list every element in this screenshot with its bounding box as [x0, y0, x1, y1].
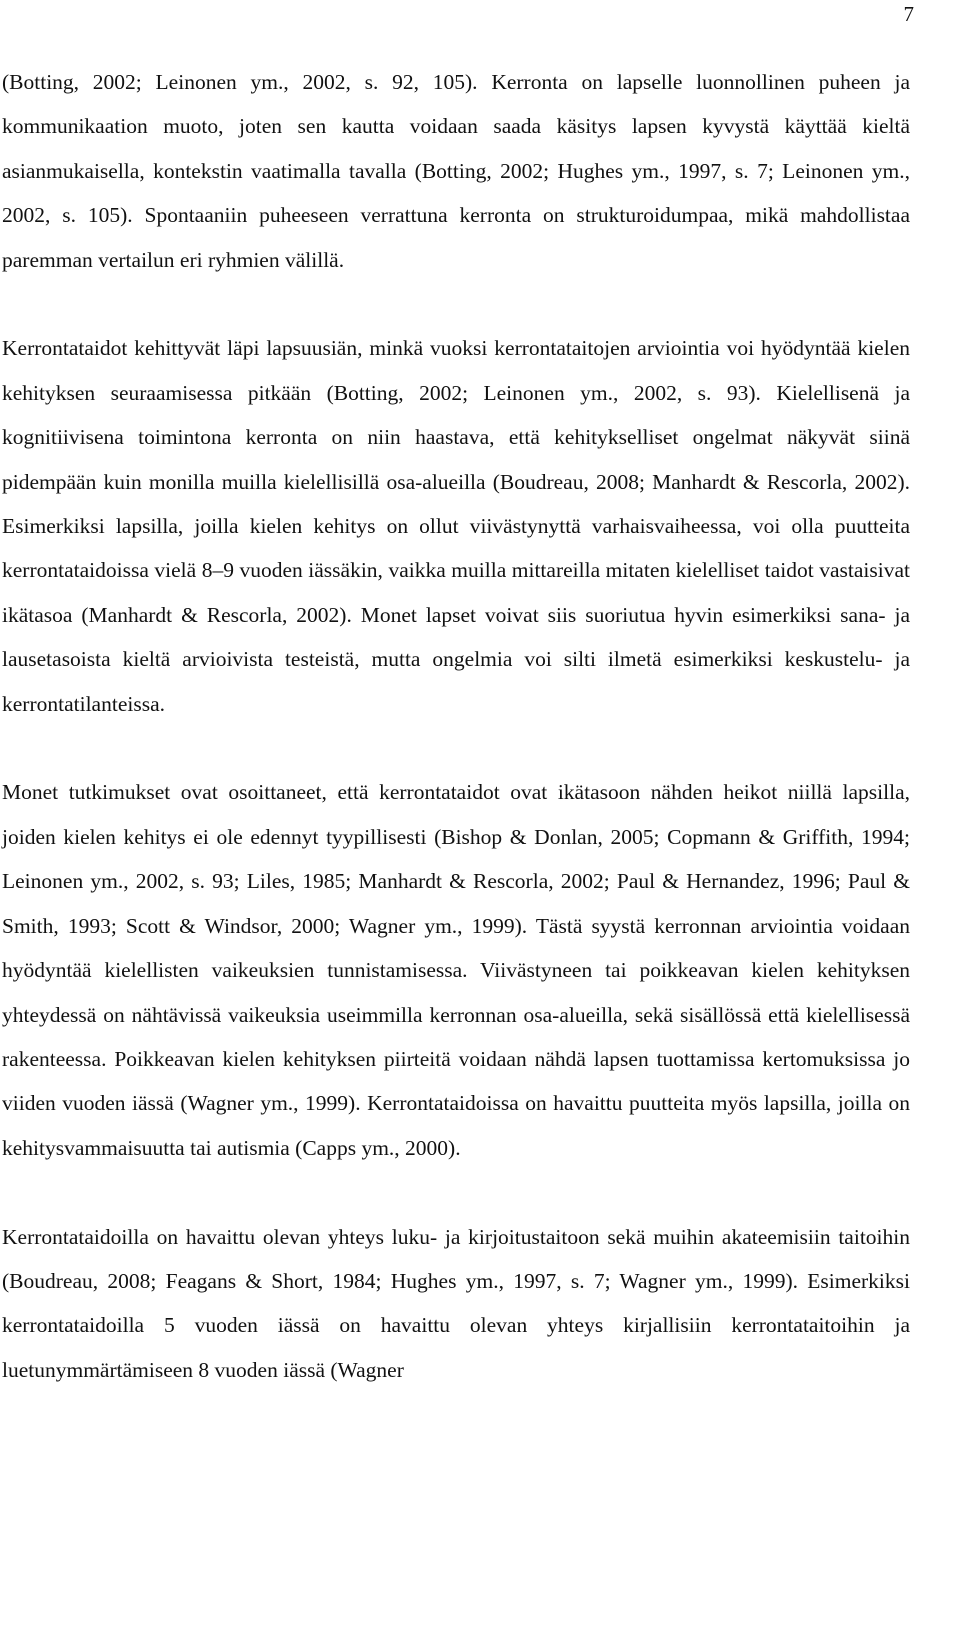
- paragraph-1: (Botting, 2002; Leinonen ym., 2002, s. 92, 105). Kerronta on lapselle luonnollinen puheen ja kommunikaation muoto, joten sen kautta voidaan saada käsitys lapsen kyvystä käyttää kieltä asianmukaisella, kontekstin vaatimalla tavalla (Botting, 2002; Hughes ym., 1997, s. 7; Leinonen ym., 2002, s. 105). Spontaaniin puheeseen verrattuna kerronta on strukturoidumpaa, mikä mahdollistaa paremman vertailun eri ryhmien välillä.: [2, 70, 910, 272]
- paragraph-3: Monet tutkimukset ovat osoittaneet, että kerrontataidot ovat ikätasoon nähden heikot niillä lapsilla, joiden kielen kehitys ei ole edennyt tyypillisesti (Bishop & Donlan, 2005; Copmann & Griffith, 1994; Leinonen ym., 2002, s. 93; Liles, 1985; Manhardt & Rescorla, 2002; Paul & Hernandez, 1996; Paul & Smith, 1993; Scott & Windsor, 2000; Wagner ym., 1999). Tästä syystä kerronnan arviointia voidaan hyödyntää kielellisten vaikeuksien tunnistamisessa. Viivästyneen tai poikkeavan kielen kehityksen yhteydessä on nähtävissä vaikeuksia useimmilla kerronnan osa-alueilla, sekä sisällössä että kielellisessä rakenteessa. Poikkeavan kielen kehityksen piirteitä voidaan nähdä lapsen tuottamissa kertomuksissa jo viiden vuoden iässä (Wagner ym., 1999). Kerrontataidoissa on havaittu puutteita myös lapsilla, joilla on kehitysvammaisuutta tai autismia (Capps ym., 2000).: [2, 780, 910, 1160]
- paragraph-4: Kerrontataidoilla on havaittu olevan yhteys luku- ja kirjoitustaitoon sekä muihin akateemisiin taitoihin (Boudreau, 2008; Feagans & Short, 1984; Hughes ym., 1997, s. 7; Wagner ym., 1999). Esimerkiksi kerrontataidoilla 5 vuoden iässä on havaittu olevan yhteys kirjallisiin kerrontataitoihin ja luetunymmärtämiseen 8 vuoden iässä (Wagner: [2, 1224, 910, 1382]
- page-number: 7: [903, 2, 914, 26]
- body-text: [2, 60, 910, 1392]
- paragraph-2: Kerrontataidot kehittyvät läpi lapsuusiän, minkä vuoksi kerrontataitojen arviointia voi hyödyntää kielen kehityksen seuraamisessa pitkään (Botting, 2002; Leinonen ym., 2002, s. 93). Kielellisenä ja kognitiivisena toimintona kerronta on niin haastava, että kehitykselliset ongelmat näkyvät siinä pidempään kuin monilla muilla kielellisillä osa-alueilla (Boudreau, 2008; Manhardt & Rescorla, 2002). Esimerkiksi lapsilla, joilla kielen kehitys on ollut viivästynyttä varhaisvaiheessa, voi olla puutteita kerrontataidoissa vielä 8–9 vuoden iässäkin, vaikka muilla mittareilla mitaten kielelliset taidot vastaisivat ikätasoa (Manhardt & Rescorla, 2002). Monet lapset voivat siis suoriutua hyvin esimerkiksi sana- ja lausetasoista kieltä arvioivista testeistä, mutta ongelmia voi silti ilmetä esimerkiksi keskustelu- ja kerrontatilanteissa.: [2, 336, 910, 716]
